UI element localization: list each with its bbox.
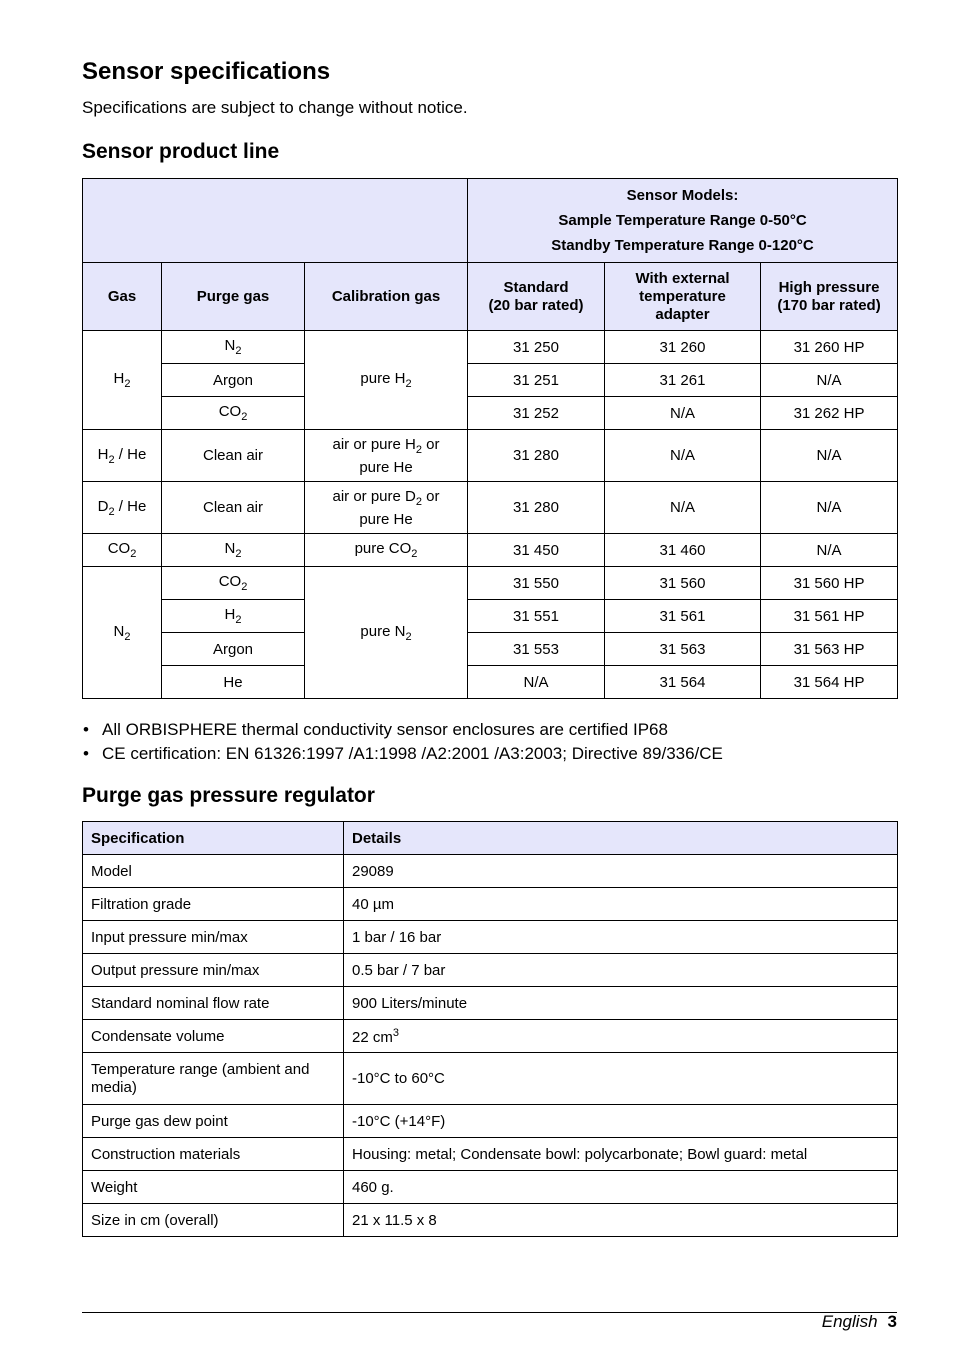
detail-cell: -10°C to 60°C [344, 1053, 898, 1105]
purge-cell: He [162, 666, 305, 699]
table-row [83, 179, 898, 263]
standby-temp-range: Standby Temperature Range 0-120°C [551, 237, 814, 254]
table-row [83, 1105, 898, 1138]
table-row [83, 1171, 898, 1204]
calibration-cell: pure $H_2$ [305, 331, 468, 430]
table-row [83, 600, 898, 633]
purge-cell: Clean air [162, 430, 305, 482]
standard-cell: 31 250 [468, 331, 605, 364]
list-item: • CE certification: EN 61326:1997 /A1:1998 /A2:2001 /A3:2003; Directive 89/336/CE [82, 742, 723, 766]
col-specification: Specification [83, 822, 344, 855]
high-pressure-cell: 31 563 HP [761, 633, 898, 666]
footer-language: English [821, 1312, 878, 1331]
calibration-cell: air or pure $H_2$ or pure He [305, 430, 468, 482]
table-row [83, 987, 898, 1020]
table-row [83, 331, 898, 364]
detail-cell: 21 x 11.5 x 8 [344, 1204, 898, 1237]
sensor-models-header [468, 179, 898, 263]
table-row [83, 633, 898, 666]
high-pressure-cell: 31 262 HP [761, 397, 898, 430]
external-cell: N/A [605, 482, 761, 534]
external-cell: 31 561 [605, 600, 761, 633]
table-row [83, 666, 898, 699]
page-title: Sensor specifications [82, 58, 331, 85]
table-row [83, 1204, 898, 1237]
models-title: Sensor Models: [626, 187, 739, 204]
table-row [83, 482, 898, 534]
table-row [83, 888, 898, 921]
standard-cell: N/A [468, 666, 605, 699]
col-high-pressure: High pressure (170 bar rated) [761, 263, 898, 331]
calibration-cell: air or pure $D_2$ or pure He [305, 482, 468, 534]
detail-cell: 40 µm [344, 888, 898, 921]
standard-cell: 31 252 [468, 397, 605, 430]
high-pressure-cell: N/A [761, 430, 898, 482]
purge-regulator-heading: Purge gas pressure regulator [82, 784, 375, 807]
standard-cell: 31 551 [468, 600, 605, 633]
col-gas: Gas [83, 263, 162, 331]
external-cell: 31 564 [605, 666, 761, 699]
high-pressure-cell: 31 560 HP [761, 567, 898, 600]
high-pressure-cell: N/A [761, 534, 898, 567]
table-header-row [83, 822, 898, 855]
gas-cell: $CO_2$ [83, 534, 162, 567]
spec-cell: Filtration grade [83, 888, 344, 921]
gas-cell: $H_2$ [83, 331, 162, 430]
blank-header-cell [83, 179, 468, 263]
gas-cell: $N_2$ [83, 567, 162, 699]
gas-cell: $H_2$ / He [83, 430, 162, 482]
purge-cell: Argon [162, 364, 305, 397]
spec-cell: Model [83, 855, 344, 888]
detail-cell: 460 g. [344, 1171, 898, 1204]
external-cell: N/A [605, 430, 761, 482]
detail-cell: Housing: metal; Condensate bowl: polycarbonate; Bowl guard: metal [344, 1138, 898, 1171]
spec-cell: Standard nominal flow rate [83, 987, 344, 1020]
purge-cell: $H_2$ [162, 600, 305, 633]
detail-cell: 0.5 bar / 7 bar [344, 954, 898, 987]
detail-cell: 22 $cm^3$ [344, 1020, 898, 1053]
spec-cell: Temperature range (ambient and media) [83, 1053, 344, 1105]
standard-cell: 31 280 [468, 482, 605, 534]
footer-divider [82, 1312, 897, 1313]
sensor-product-table [82, 178, 898, 699]
table-row [83, 921, 898, 954]
page-footer [822, 1312, 897, 1332]
table-row [83, 397, 898, 430]
sample-temp-range: Sample Temperature Range 0-50°C [558, 212, 807, 229]
purge-cell: $CO_2$ [162, 567, 305, 600]
table-row [83, 430, 898, 482]
page-number: 3 [887, 1312, 897, 1331]
table-row [83, 1020, 898, 1053]
table-row [83, 954, 898, 987]
external-cell: 31 563 [605, 633, 761, 666]
table-row [83, 567, 898, 600]
table-header-row [83, 263, 898, 331]
external-cell: N/A [605, 397, 761, 430]
intro-text: Specifications are subject to change without notice. [82, 98, 468, 117]
col-calibration-gas: Calibration gas [305, 263, 468, 331]
col-external-temp: With external temperature adapter [605, 263, 761, 331]
purge-cell: Argon [162, 633, 305, 666]
high-pressure-cell: 31 564 HP [761, 666, 898, 699]
spec-cell: Purge gas dew point [83, 1105, 344, 1138]
calibration-cell: pure $CO_2$ [305, 534, 468, 567]
table-row [83, 534, 898, 567]
detail-cell: 900 Liters/minute [344, 987, 898, 1020]
spec-cell: Condensate volume [83, 1020, 344, 1053]
col-purge-gas: Purge gas [162, 263, 305, 331]
detail-cell: -10°C (+14°F) [344, 1105, 898, 1138]
col-standard: Standard (20 bar rated) [468, 263, 605, 331]
standard-cell: 31 550 [468, 567, 605, 600]
certification-list [82, 718, 723, 766]
high-pressure-cell: N/A [761, 364, 898, 397]
product-line-heading: Sensor product line [82, 140, 280, 163]
detail-cell: 29089 [344, 855, 898, 888]
purge-cell: Clean air [162, 482, 305, 534]
table-row [83, 1138, 898, 1171]
col-details: Details [344, 822, 898, 855]
high-pressure-cell: 31 561 HP [761, 600, 898, 633]
purge-cell: $N_2$ [162, 331, 305, 364]
table-row [83, 1053, 898, 1105]
standard-cell: 31 553 [468, 633, 605, 666]
external-cell: 31 460 [605, 534, 761, 567]
spec-cell: Construction materials [83, 1138, 344, 1171]
external-cell: 31 260 [605, 331, 761, 364]
table-row [83, 364, 898, 397]
detail-cell: 1 bar / 16 bar [344, 921, 898, 954]
high-pressure-cell: N/A [761, 482, 898, 534]
purge-cell: $N_2$ [162, 534, 305, 567]
standard-cell: 31 280 [468, 430, 605, 482]
spec-cell: Size in cm (overall) [83, 1204, 344, 1237]
calibration-cell: pure $N_2$ [305, 567, 468, 699]
gas-cell: $D_2$ / He [83, 482, 162, 534]
external-cell: 31 560 [605, 567, 761, 600]
standard-cell: 31 450 [468, 534, 605, 567]
spec-cell: Weight [83, 1171, 344, 1204]
table-row [83, 855, 898, 888]
external-cell: 31 261 [605, 364, 761, 397]
spec-cell: Input pressure min/max [83, 921, 344, 954]
purge-regulator-table [82, 821, 898, 1237]
standard-cell: 31 251 [468, 364, 605, 397]
list-item: • All ORBISPHERE thermal conductivity sensor enclosures are certified IP68 [82, 718, 723, 742]
high-pressure-cell: 31 260 HP [761, 331, 898, 364]
spec-cell: Output pressure min/max [83, 954, 344, 987]
purge-cell: $CO_2$ [162, 397, 305, 430]
